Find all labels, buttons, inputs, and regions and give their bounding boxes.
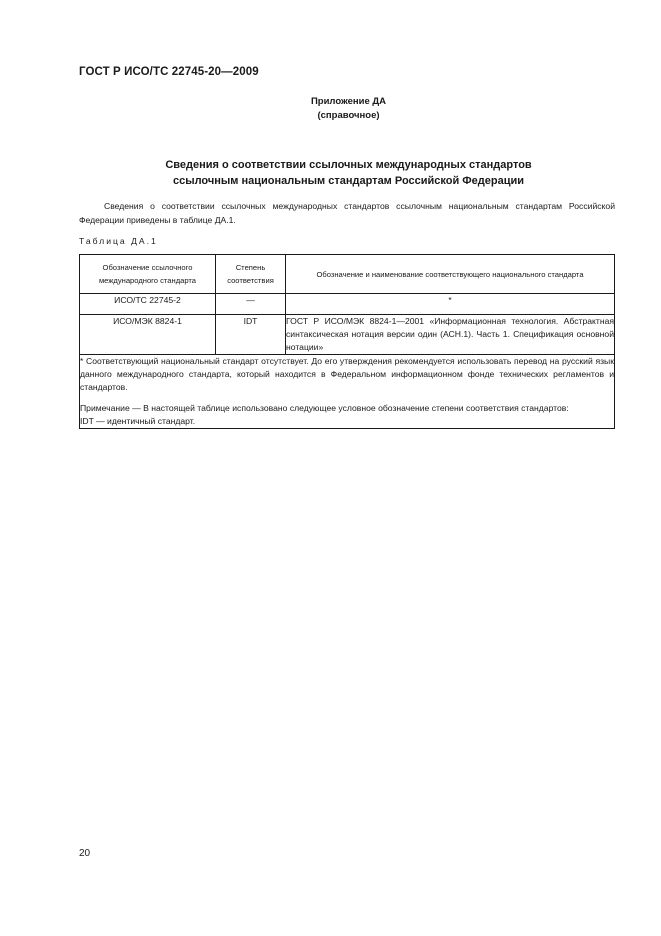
cell-ref: ИСО/МЭК 8824-1	[80, 315, 216, 355]
cell-degree: —	[216, 294, 286, 315]
table-row	[80, 294, 615, 315]
intro-paragraph: Сведения о соответствии ссылочных международных стандартов ссылочным национальным стандартам Российской Федерации приведены в таблице ДА.1.	[79, 201, 615, 225]
document-header: ГОСТ Р ИСО/ТС 22745-20—2009	[79, 66, 259, 78]
section-title	[0, 157, 661, 189]
table-caption: Таблица ДА.1	[79, 236, 158, 246]
appendix-label: Приложение ДА	[310, 96, 387, 107]
cell-degree: IDT	[216, 315, 286, 355]
page-number: 20	[79, 848, 91, 859]
appendix-heading	[0, 95, 661, 123]
title-line-2: ссылочным национальным стандартам Российской Федерации	[172, 175, 525, 187]
table-notes	[80, 355, 615, 429]
table-note-definition: IDT — идентичный стандарт.	[80, 416, 196, 426]
header-national-standard: Обозначение и наименование соответствующего национального стандарта	[286, 255, 615, 294]
correspondence-table	[79, 254, 615, 429]
table-row	[80, 315, 615, 355]
table-notes-row	[80, 355, 615, 429]
header-degree: Степень соответствия	[216, 255, 286, 294]
cell-ref: ИСО/ТС 22745-2	[80, 294, 216, 315]
cell-national: *	[286, 294, 615, 315]
appendix-type: (справочное)	[317, 110, 380, 121]
header-ref-standard: Обозначение ссылочного международного стандарта	[80, 255, 216, 294]
title-line-1: Сведения о соответствии ссылочных международных стандартов	[165, 159, 532, 171]
cell-national: ГОСТ Р ИСО/МЭК 8824-1—2001 «Информационная технология. Абстрактная синтаксическая нотация версии один (АСН.1). Часть 1. Спецификация основной нотации»	[286, 315, 615, 355]
table-footnote: * Соответствующий национальный стандарт отсутствует. До его утверждения рекомендуется использовать перевод на русский язык данного международного стандарта, который находится в Федеральном информационном фонде технических регламентов и стандартов.	[80, 356, 614, 392]
table-note: Примечание — В настоящей таблице использовано следующее условное обозначение степени соответствия стандартов:	[80, 403, 569, 413]
table-header-row	[80, 255, 615, 294]
